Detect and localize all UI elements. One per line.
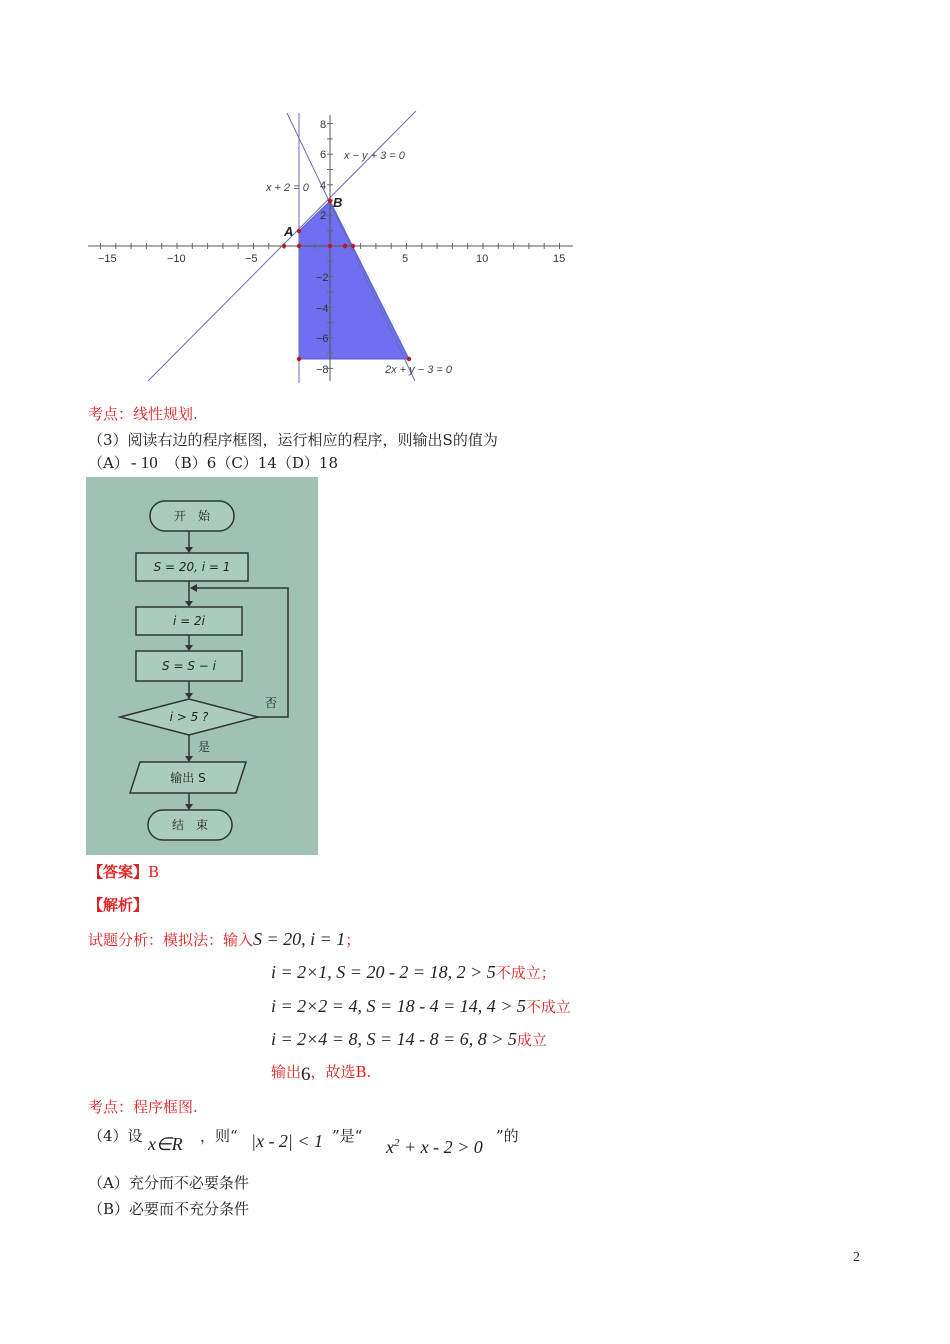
point-a-dot: [297, 229, 301, 233]
question-4-cond1: |x - 2| < 1: [251, 1131, 324, 1151]
y-tick-label: −6: [316, 333, 329, 345]
flow-step1-label: i = 2i: [173, 614, 205, 628]
question-4-then: ，则“: [200, 1127, 238, 1145]
x-tick-label: 15: [553, 253, 566, 265]
point-dot: [407, 357, 411, 361]
flow-end-label: 结 束: [171, 818, 209, 832]
analysis-line-1-note: 不成立；: [495, 964, 556, 982]
analysis-output-pre: 输出: [271, 1063, 302, 1081]
y-tick-label: −8: [316, 364, 329, 376]
point-dot: [297, 357, 301, 361]
analysis-line-3: [271, 1029, 547, 1050]
analysis-intro: [88, 929, 360, 950]
point-dot: [297, 244, 301, 248]
flow-output-label: 输出 S: [170, 771, 206, 785]
option-a-value: - 10: [130, 453, 158, 472]
flow-init-label: S = 20, i = 1: [153, 560, 231, 574]
y-tick-label: 8: [320, 119, 327, 131]
y-tick-label: −4: [316, 303, 329, 315]
line-label: x − y + 3 = 0: [344, 150, 405, 162]
cond2-rest: + x - 2 > 0: [399, 1137, 483, 1157]
point-dot: [282, 244, 286, 248]
flow-start-label: 开 始: [173, 509, 211, 523]
analysis-line-3-math: i = 2×4 = 8, S = 14 - 8 = 6, 8 > 5: [271, 1029, 517, 1049]
analysis-line-2-note: 不成立: [525, 998, 571, 1016]
linear-programming-graph: [80, 105, 580, 390]
cond2-exp: 2: [394, 1137, 400, 1149]
analysis-intro-text: 试题分析：模拟法：输入: [88, 931, 254, 949]
answer: [88, 862, 159, 882]
question-4-cond2: [386, 1137, 483, 1158]
point-b-dot: [328, 199, 332, 203]
question-4-is: ”是“: [332, 1127, 363, 1145]
options-rest: （B）6（C）14（D）18: [165, 454, 339, 472]
flowchart-image: [86, 477, 318, 855]
x-tick-label: 10: [476, 253, 489, 265]
analysis-line-1-math: i = 2×1, S = 20 - 2 = 18, 2 > 5: [271, 962, 496, 982]
x-tick-label: 5: [402, 253, 409, 265]
line-label: x + 2 = 0: [266, 182, 309, 194]
answer-label: 【答案】: [88, 863, 149, 881]
point-b-label: B: [333, 195, 343, 210]
question-4-option-b: （B）必要而不充分条件: [88, 1200, 250, 1218]
analysis-line-3-note: 成立: [516, 1031, 547, 1049]
analysis-intro-math: S = 20, i = 1: [253, 929, 346, 949]
x-tick-label: −10: [167, 253, 186, 265]
cond2-base: x: [386, 1137, 394, 1157]
answer-value: B: [148, 863, 160, 881]
analysis-line-2: [271, 996, 571, 1017]
analysis-output-post: ，故选B.: [310, 1063, 372, 1081]
question-3-options: [88, 453, 338, 473]
flow-no-label: 否: [264, 696, 278, 710]
page-number: 2: [853, 1250, 860, 1265]
question-4-prefix: （4）设: [88, 1127, 143, 1145]
flow-cond-label: i > 5 ?: [169, 710, 209, 724]
question-4-option-a: （A）充分而不必要条件: [88, 1174, 249, 1192]
topic-flowchart: 考点：程序框图.: [88, 1098, 198, 1116]
point-dot: [343, 244, 347, 248]
flow-step2-label: S = S − i: [162, 659, 216, 673]
analysis-intro-end: ；: [345, 931, 361, 949]
question-3-stem: （3）阅读右边的程序框图，运行相应的程序，则输出S的值为: [88, 431, 498, 449]
topic-linear-programming: 考点：线性规划.: [88, 405, 198, 423]
option-a-prefix: （A）: [88, 454, 129, 472]
x-tick-label: −15: [98, 253, 117, 265]
analysis-line-2-math: i = 2×2 = 4, S = 18 - 4 = 14, 4 > 5: [271, 996, 526, 1016]
y-tick-label: 6: [320, 149, 327, 161]
analysis-output-value: 6: [301, 1064, 311, 1085]
analysis-line-1: [271, 962, 556, 983]
question-4-end: ”的: [496, 1127, 519, 1145]
analysis-label: 【解析】: [88, 896, 149, 914]
y-tick-label: 4: [320, 180, 327, 192]
x-tick-label: −5: [245, 253, 258, 265]
analysis-output: [271, 1062, 372, 1085]
y-tick-label: 2: [320, 210, 327, 222]
point-dot: [328, 244, 332, 248]
point-dot: [351, 244, 355, 248]
flow-yes-label: 是: [197, 740, 211, 754]
line-label: 2x + y − 3 = 0: [385, 364, 452, 376]
question-4-set: x∈R: [148, 1134, 183, 1154]
point-a-label: A: [284, 224, 294, 239]
y-tick-label: −2: [316, 272, 329, 284]
